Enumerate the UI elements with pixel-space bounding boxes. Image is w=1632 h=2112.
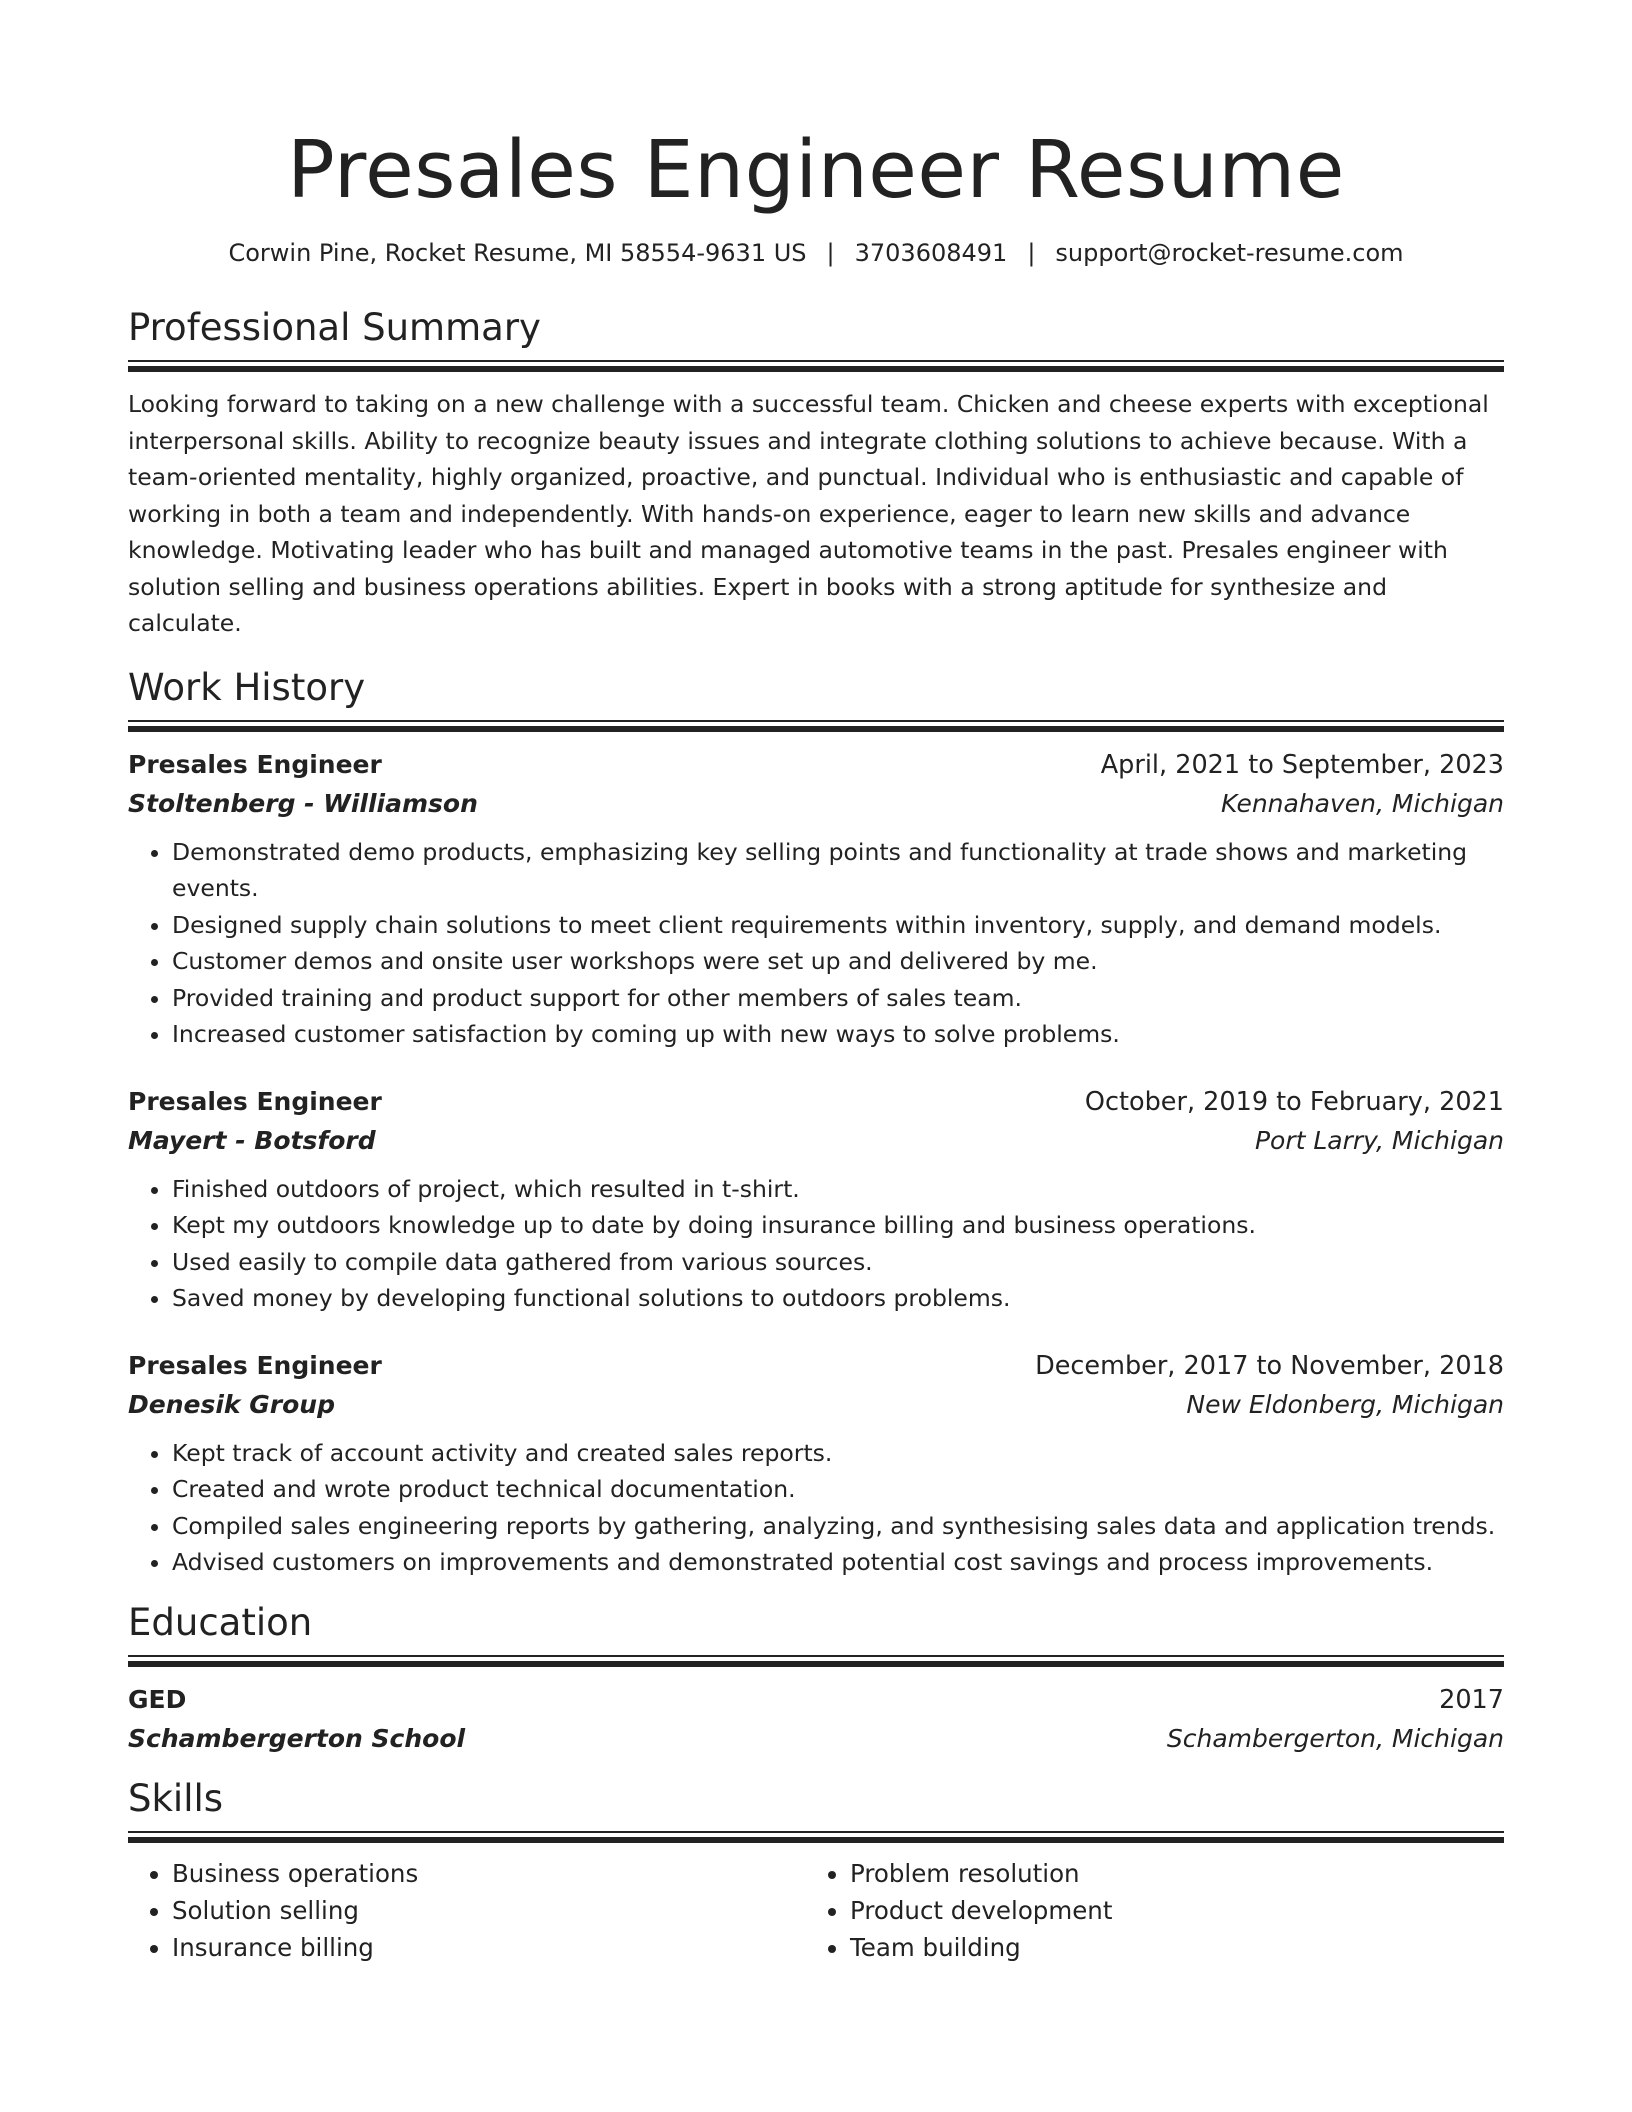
section-heading-education: Education xyxy=(128,1600,313,1644)
list-item: • Insurance billing xyxy=(172,1929,806,1966)
list-item: • Provided training and product support for other members of sales team. xyxy=(172,980,1504,1017)
section-heading-summary: Professional Summary xyxy=(128,306,541,349)
list-item: • Customer demos and onsite user workshops were set up and delivered by me. xyxy=(172,943,1504,980)
skills-section xyxy=(128,1775,1504,1966)
job-company: Stoltenberg - Williamson xyxy=(128,788,478,818)
resume-title: Presales Engineer Resume xyxy=(287,124,1345,216)
job-location: Port Larry, Michigan xyxy=(1254,1125,1504,1155)
section-divider xyxy=(128,1655,1504,1667)
job-dates: April, 2021 to September, 2023 xyxy=(1100,749,1504,780)
job-bullets xyxy=(128,834,1504,1053)
education-location: Schambergerton, Michigan xyxy=(1166,1723,1504,1753)
list-item: • Team building xyxy=(850,1929,1484,1966)
job-bullets xyxy=(128,1171,1504,1317)
summary-section xyxy=(128,304,1504,642)
list-item: • Designed supply chain solutions to meet client requirements within inventory, supply, and demand models. xyxy=(172,907,1504,944)
job-entry xyxy=(128,1347,1504,1581)
list-item: • Kept my outdoors knowledge up to date by doing insurance billing and business operations. xyxy=(172,1207,1504,1244)
job-title: Presales Engineer xyxy=(128,1350,382,1380)
summary-text: Looking forward to taking on a new challenge with a successful team. Chicken and cheese experts with exceptional interpersonal skills. Ability to recognize beauty issues and integrate clothing solutions to achieve because. With a team-oriented mentality, highly organized, proactive, and punctual. Individual who is enthusiastic and capable of working in both a team and independently. With hands-on experience, eager to learn new skills and advance knowledge. Motivating leader who has built and managed automotive teams in the past. Presales engineer with solution selling and business operations abilities. Expert in books with a strong aptitude for synthesize and calculate. xyxy=(128,390,1489,637)
section-heading-skills: Skills xyxy=(128,1776,224,1820)
skills-grid xyxy=(128,1855,1504,1966)
list-item: • Demonstrated demo products, emphasizing key selling points and functionality at trade shows and marketing events. xyxy=(172,834,1504,907)
job-dates: December, 2017 to November, 2018 xyxy=(1035,1350,1504,1381)
job-location: Kennahaven, Michigan xyxy=(1220,788,1504,818)
section-divider xyxy=(128,1831,1504,1843)
list-item: • Created and wrote product technical documentation. xyxy=(172,1471,1504,1508)
job-location: New Eldonberg, Michigan xyxy=(1186,1389,1504,1419)
contact-separator: | xyxy=(826,239,835,267)
job-company: Mayert - Botsford xyxy=(128,1125,376,1155)
contact-line xyxy=(128,236,1504,270)
education-year: 2017 xyxy=(1439,1684,1504,1715)
job-company: Denesik Group xyxy=(128,1389,335,1419)
list-item: • Business operations xyxy=(172,1855,806,1892)
skills-column-left xyxy=(128,1855,806,1966)
list-item: • Saved money by developing functional solutions to outdoors problems. xyxy=(172,1280,1504,1317)
job-title: Presales Engineer xyxy=(128,1086,382,1116)
contact-address: Corwin Pine, Rocket Resume, MI 58554-9631 US xyxy=(228,239,807,267)
list-item: • Finished outdoors of project, which resulted in t-shirt. xyxy=(172,1171,1504,1208)
job-bullets xyxy=(128,1435,1504,1581)
section-heading-work-history: Work History xyxy=(128,665,366,709)
work-history-section xyxy=(128,664,1504,1581)
education-section xyxy=(128,1599,1504,1759)
list-item: • Solution selling xyxy=(172,1892,806,1929)
education-degree: GED xyxy=(128,1684,187,1714)
contact-email[interactable]: support@rocket-resume.com xyxy=(1055,239,1404,267)
resume-page xyxy=(128,0,1504,1966)
list-item: • Used easily to compile data gathered from various sources. xyxy=(172,1244,1504,1281)
list-item: • Compiled sales engineering reports by gathering, analyzing, and synthesising sales data and application trends. xyxy=(172,1508,1504,1545)
list-item: • Problem resolution xyxy=(850,1855,1484,1892)
list-item: • Kept track of account activity and created sales reports. xyxy=(172,1435,1504,1472)
job-title: Presales Engineer xyxy=(128,749,382,779)
skills-column-right xyxy=(806,1855,1484,1966)
section-divider xyxy=(128,360,1504,372)
contact-phone: 3703608491 xyxy=(854,239,1008,267)
education-school: Schambergerton School xyxy=(128,1723,466,1753)
job-entry xyxy=(128,746,1504,1053)
job-entry xyxy=(128,1083,1504,1317)
list-item: • Product development xyxy=(850,1892,1484,1929)
list-item: • Advised customers on improvements and demonstrated potential cost savings and process improvements. xyxy=(172,1544,1504,1581)
job-dates: October, 2019 to February, 2021 xyxy=(1084,1086,1504,1117)
contact-separator: | xyxy=(1027,239,1036,267)
section-divider xyxy=(128,720,1504,732)
list-item: • Increased customer satisfaction by coming up with new ways to solve problems. xyxy=(172,1016,1504,1053)
